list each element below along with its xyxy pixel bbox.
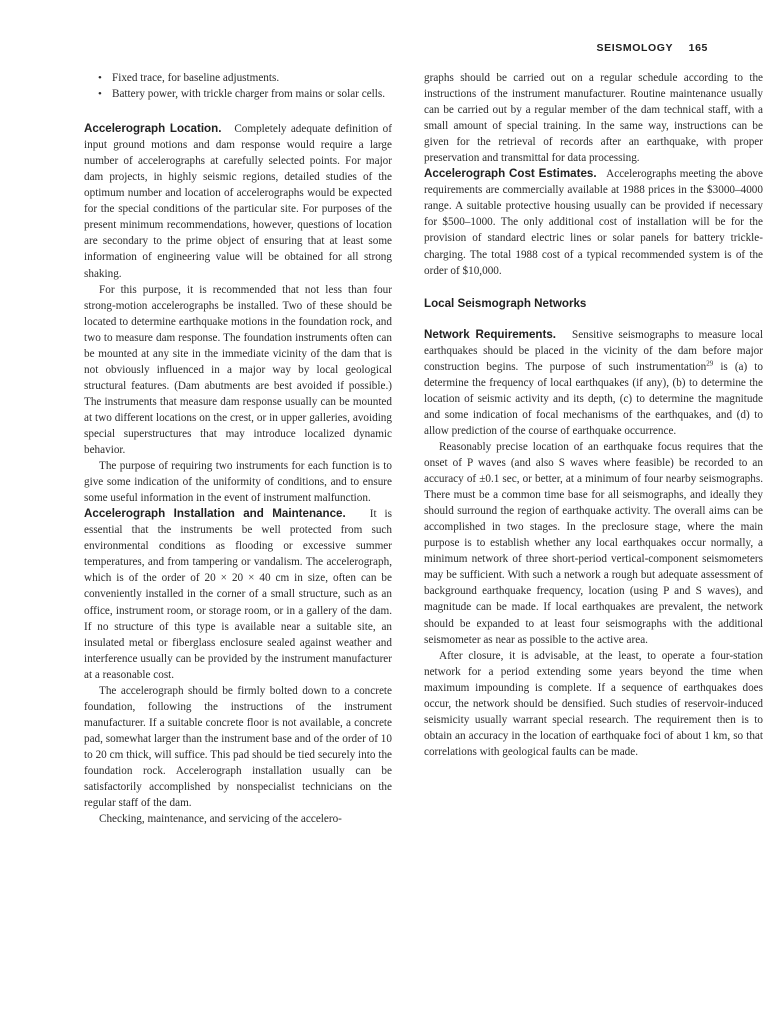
run-in-heading-installation: Accelerograph Installation and Maintenance. xyxy=(84,507,346,521)
run-in-heading-network: Network Requirements. xyxy=(424,327,557,341)
left-column xyxy=(84,70,392,827)
paragraph-text: is (a) to determine the frequency of local earthquakes (if any), (b) to determine the location of seismic activity and its depth, (c) to determine the magnitude and some indication of focal mechanisms of the earthquakes, and (d) to allow prediction of the course of earthquake occurrence. xyxy=(424,360,763,437)
paragraph: After closure, it is advisable, at the least, to operate a four-station network for a period extending some years beyond the time when maximum impounding is complete. If a sequence of earthquakes does occur, the network should be densified. Such studies of reservoir-induced seismicity usually warrant special research. The requirement then is to obtain an accuracy in the location of earthquake foci of about 1 km, so that correlations with geological faults can be made. xyxy=(424,649,763,758)
right-column xyxy=(424,70,763,760)
running-head-section: SEISMOLOGY xyxy=(596,42,674,54)
paragraph: Checking, maintenance, and servicing of the accelero- xyxy=(99,813,342,826)
run-in-heading-location: Accelerograph Location. xyxy=(84,122,222,136)
paragraph-text: Sensitive seismographs to measure local earthquakes should be placed in the vicinity of the dam before major construction begins. The purpose of such instrumentation xyxy=(424,328,763,373)
paragraph xyxy=(84,506,392,683)
paragraph: The accelerograph should be firmly bolted down to a concrete foundation, following the instructions of the instrument manufacturer. If a suitable concrete floor is not available, a concrete pad, somewhat larger than the instrument base and of the order of 10 to 20 cm thick, will suffice. This pad should be tied securely into the foundation rock. Accelerograph installation usually can be satisfactorily accomplished by nonspecialist technicians on the regular staff of the dam. xyxy=(84,684,392,810)
paragraph-text: Completely adequate definition of input ground motions and dam response would require a large number of accelerographs at carefully selected points. For major dam projects, in highly seismic regions, detailed studies of the optimum number and location of accelerographs would be expected for the special conditions of the particular site. For purposes of the present minimum recommendations, however, questions of location are secondary to the prime object of ensuring that at least some information of engineering value will be obtained for all strong shaking. xyxy=(84,123,392,280)
paragraph xyxy=(424,327,763,439)
paragraph: For this purpose, it is recommended that not less than four strong-motion accelerographs be installed. Two of these should be located to determine earthquake motions in the foundation rock, and two to measure dam response. The foundation instruments often can be mounted at any site in the immediate vicinity of the dam that is not obviously influenced in a major way by local geological structural features. (Dam abutments are best avoided if possible.) The instruments that measure dam response usually can be mounted at two different locations on the crest, or in upper galleries, avoiding special superstructures that may introduce localized dynamic behavior. xyxy=(84,283,392,457)
paragraph: Reasonably precise location of an earthquake focus requires that the onset of P waves (and also S waves where feasible) be recorded to an accuracy of ±0.1 sec, or better, at a minimum of four nearby seismographs. There must be a common time base for all seismographs, and ideally they should surround the region of earthquake activity. The overall aims can be accomplished in two stages. In the preclosure stage, where the main purpose is to establish whether any local earthquakes occur normally, a minimum network of three short-period vertical-component seismometers may be sufficient. With such a network a rough but adequate assessment of background earthquake frequency, location (using P and S waves), and magnitude can be made. If local earthquakes are prevalent, the network should be expanded to at least four seismographs with the additional seismometer as near as possible to the active area. xyxy=(424,440,763,646)
section-heading: Local Seismograph Networks xyxy=(424,296,587,310)
run-in-heading-cost: Accelerograph Cost Estimates. xyxy=(424,167,597,181)
footnote-ref: 29 xyxy=(706,359,714,368)
bullet-list xyxy=(84,70,392,102)
page-number: 165 xyxy=(688,42,708,54)
list-item: • Fixed trace, for baseline adjustments. xyxy=(84,70,392,86)
paragraph-text: Accelerographs meeting the above requirements are commercially available at 1988 prices in the $3000–4000 range. A suitable protective housing usually can be provided if necessary for $500–1000. The only additional cost of installation will be for the provision of standard electric lines or solar panels for battery trickle-charging. The total 1988 cost of a typical recommended system is of the order of $10,000. xyxy=(424,168,763,277)
paragraph: The purpose of requiring two instruments for each function is to give some indication of the uniformity of conditions, and to ensure some useful information in the event of instrument malfunction. xyxy=(84,460,392,505)
paragraph xyxy=(84,121,392,281)
paragraph xyxy=(424,166,763,278)
paragraph: graphs should be carried out on a regular schedule according to the instructions of the instrument manufacturer. Routine maintenance usually can be carried out by a regular member of the dam technical staff, with a small amount of special training. In the same way, instructions can be given for the retrieval of records after an earthquake, with proper preservation and transmittal for data processing. xyxy=(424,72,763,165)
paragraph-text: It is essential that the instruments be well protected from such environmental conditions as flooding or excessive summer temperatures, and from tampering or vandalism. The accelerograph, which is of the order of 20 × 20 × 40 cm in size, often can be conveniently installed in the corner of a small structure, such as an office, instrument room, or storage room, or in a gallery of the dam. If no structure of this type is available near a suitable site, an insulated metal or fiberglass enclosure sealed against weather and interference usually can be provided by the instrument manufacturer at a reasonable cost. xyxy=(84,508,393,681)
list-item: • Battery power, with trickle charger from mains or solar cells. xyxy=(84,86,392,102)
running-head xyxy=(597,42,708,54)
